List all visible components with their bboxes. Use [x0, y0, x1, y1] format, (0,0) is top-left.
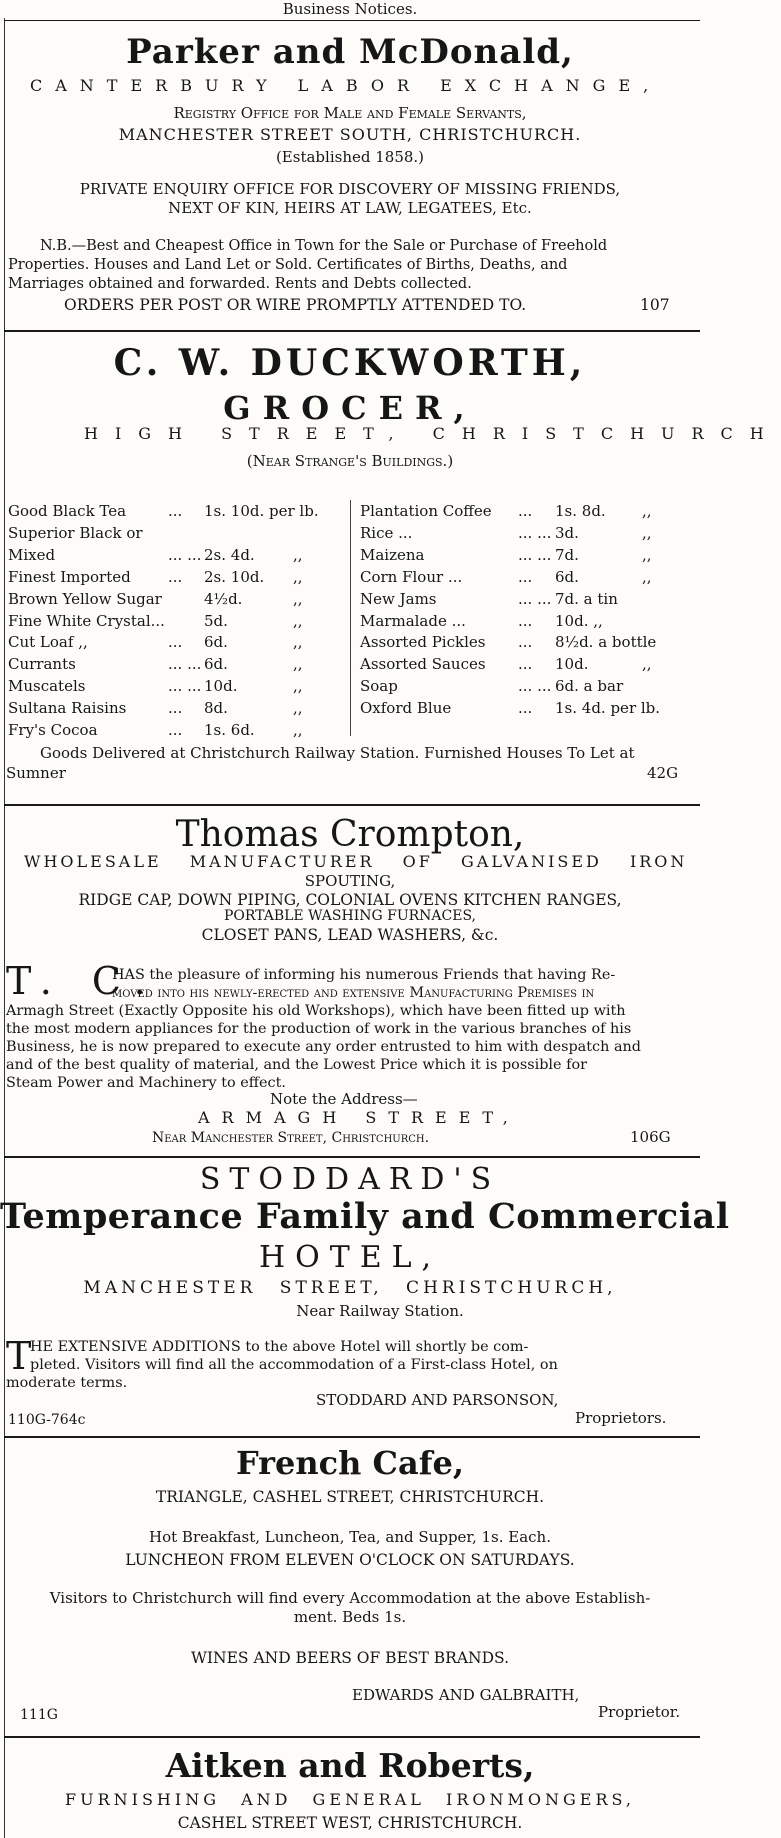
- price-unit: ,,: [642, 545, 652, 564]
- ad2-trade: GROCER,: [223, 389, 477, 427]
- ad4-title: Temperance Family and Commercial: [0, 1196, 730, 1237]
- price-price: 1s. 10d. per lb.: [204, 502, 319, 520]
- ad1-street: MANCHESTER STREET SOUTH, CHRISTCHURCH.: [118, 125, 582, 144]
- price-unit: ,,: [293, 721, 303, 739]
- price-price: 10d.: [204, 677, 238, 696]
- ad3-title: Thomas Crompton,: [175, 814, 525, 855]
- price-dots: ...: [168, 567, 183, 586]
- price-unit: ,,: [642, 523, 652, 542]
- ad5-title: French Cafe,: [236, 1444, 464, 1482]
- ad3-body-2: moved into his newly-erected and extensive Manufacturing Premises in: [112, 985, 595, 1001]
- header-rule: [4, 20, 700, 21]
- ad2-title: C. W. DUCKWORTH,: [113, 342, 587, 384]
- price-name: Muscatels: [8, 677, 86, 696]
- ad3-body-5: Business, he is now prepared to execute any order entrusted to him with despatch and: [6, 1039, 642, 1055]
- price-price: 4½d.: [204, 589, 243, 608]
- ad5-ref: 111G: [20, 1707, 58, 1723]
- ad4-ref: 110G-764c: [8, 1412, 86, 1428]
- price-name: Soap: [360, 677, 398, 696]
- price-dots: ...: [518, 611, 533, 630]
- price-name: Fine White Crystal...: [8, 611, 165, 630]
- price-dots: ...: [168, 633, 183, 652]
- price-name: Superior Black or: [8, 523, 143, 542]
- ad3-street: ARMAGH STREET,: [198, 1108, 520, 1127]
- ad2-footer-line1: Goods Delivered at Christchurch Railway Station. Furnished Houses To Let at: [40, 744, 635, 762]
- price-price: 6d.: [204, 655, 228, 674]
- price-dots: ... ...: [168, 655, 202, 674]
- ad-divider-3: [4, 1156, 700, 1158]
- ad2-address: HIGH STREET, CHRISTCHURCH: [84, 424, 781, 443]
- ad6-line2: CASHEL STREET WEST, CHRISTCHURCH.: [177, 1814, 523, 1832]
- ad4-body-3: moderate terms.: [6, 1375, 128, 1391]
- ad2-footer-line2: Sumner: [6, 764, 66, 782]
- price-price: 6d.: [555, 567, 579, 586]
- ad-divider-5: [4, 1736, 700, 1738]
- ad5-line1: Hot Breakfast, Luncheon, Tea, and Supper, 1s. Each.: [149, 1528, 551, 1546]
- price-unit: ,,: [293, 677, 303, 696]
- price-name: Assorted Sauces: [360, 655, 486, 674]
- price-price: 1s. 4d. per lb.: [555, 699, 661, 718]
- price-name: Oxford Blue: [360, 699, 452, 718]
- price-name: Currants: [8, 655, 76, 674]
- ad3-body-3: Armagh Street (Exactly Opposite his old Workshops), which have been fitted up with: [6, 1003, 626, 1019]
- ad5-line4: ment. Beds 1s.: [293, 1608, 407, 1626]
- price-unit: ,,: [293, 655, 303, 674]
- ad4-role: Proprietors.: [575, 1409, 667, 1427]
- ad4-name: STODDARD'S: [199, 1162, 501, 1197]
- ad1-registry: Registry Office for Male and Female Servants,: [173, 104, 527, 122]
- ad5-address: TRIANGLE, CASHEL STREET, CHRISTCHURCH.: [155, 1488, 545, 1506]
- price-name: Brown Yellow Sugar: [8, 589, 162, 608]
- price-name: Rice ...: [360, 523, 413, 542]
- price-unit: ,,: [293, 699, 303, 718]
- ad3-near: Near Manchester Street, Christchurch.: [152, 1130, 430, 1146]
- price-dots: ... ...: [518, 589, 552, 608]
- ad4-near: Near Railway Station.: [296, 1302, 464, 1320]
- price-name: New Jams: [360, 589, 437, 608]
- ad2-near: (Near Strange's Buildings.): [246, 452, 454, 470]
- ad3-body-6: and of the best quality of material, and the Lowest Price which it is possible for: [6, 1057, 587, 1073]
- ad5-role: Proprietor.: [598, 1703, 681, 1721]
- price-unit: ,,: [642, 502, 652, 520]
- price-dots: ...: [518, 567, 533, 586]
- price-price: 10d. ,,: [555, 611, 603, 630]
- price-name: Plantation Coffee: [360, 502, 492, 520]
- ad1-ref: 107: [640, 296, 670, 314]
- price-dots: ... ...: [518, 545, 552, 564]
- price-price: 6d. a bar: [555, 677, 624, 696]
- price-name: Marmalade ...: [360, 611, 466, 630]
- ad3-ref: 106G: [630, 1128, 671, 1146]
- ad4-hotel: HOTEL,: [258, 1240, 442, 1275]
- price-price: 1s. 8d.: [555, 502, 606, 520]
- ad1-nb-line2: Properties. Houses and Land Let or Sold. Certificates of Births, Deaths, and: [8, 257, 568, 273]
- price-price: 1s. 6d.: [204, 721, 255, 739]
- ad-divider-4: [4, 1436, 700, 1438]
- ad3-body-7: Steam Power and Machinery to effect.: [6, 1075, 286, 1091]
- price-price: 8d.: [204, 699, 228, 718]
- ad-divider-1: [4, 330, 700, 332]
- ad5-owners: EDWARDS AND GALBRAITH,: [352, 1686, 580, 1704]
- price-name: Assorted Pickles: [360, 633, 486, 652]
- ad3-body-1: HAS the pleasure of informing his numerous Friends that having Re-: [112, 967, 616, 983]
- price-dots: ...: [518, 655, 533, 674]
- price-dots: ...: [168, 699, 183, 718]
- price-unit: ,,: [293, 567, 303, 586]
- ad5-line5: WINES AND BEERS OF BEST BRANDS.: [190, 1649, 510, 1667]
- price-unit: ,,: [293, 611, 303, 630]
- ad1-established: (Established 1858.): [275, 148, 425, 166]
- price-dots: ... ...: [168, 677, 202, 696]
- ad4-body-1: HE EXTENSIVE ADDITIONS to the above Hotel will shortly be com-: [30, 1339, 529, 1355]
- price-dots: ... ...: [518, 523, 552, 542]
- price-name: Maizena: [360, 545, 425, 564]
- price-dots: ... ...: [168, 545, 202, 564]
- ad5-line2: LUNCHEON FROM ELEVEN O'CLOCK ON SATURDAYS.: [125, 1551, 575, 1569]
- price-unit: ,,: [293, 545, 303, 564]
- ad-divider-2: [4, 804, 700, 806]
- ad3-body-4: the most modern appliances for the production of work in the various branches of his: [6, 1021, 632, 1037]
- price-name: Sultana Raisins: [8, 699, 127, 718]
- ad1-title: Parker and McDonald,: [126, 32, 574, 72]
- ad4-owners: STODDARD AND PARSONSON,: [316, 1391, 559, 1409]
- ad3-line2: SPOUTING,: [304, 872, 396, 890]
- ad3-line1: WHOLESALE MANUFACTURER OF GALVANISED IRON: [24, 852, 688, 871]
- ad1-nb-line1: N.B.—Best and Cheapest Office in Town for the Sale or Purchase of Freehold: [40, 238, 608, 254]
- ad3-line4: PORTABLE WASHING FURNACES,: [223, 908, 477, 924]
- ad1-orders: ORDERS PER POST OR WIRE PROMPTLY ATTENDED TO.: [64, 296, 527, 314]
- price-name: Good Black Tea: [8, 502, 127, 520]
- ad4-address: MANCHESTER STREET, CHRISTCHURCH,: [83, 1278, 617, 1298]
- price-unit: ,,: [293, 633, 303, 652]
- price-unit: ,,: [642, 655, 652, 674]
- price-list-divider: [350, 500, 351, 736]
- ad4-dropcap: T: [6, 1334, 32, 1378]
- price-name: Corn Flour ...: [360, 567, 463, 586]
- price-dots: ...: [518, 502, 533, 520]
- price-name: Fry's Cocoa: [8, 721, 98, 739]
- price-unit: ,,: [293, 589, 303, 608]
- ad1-subtitle: CANTERBURY LABOR EXCHANGE,: [30, 76, 662, 95]
- ad1-enquiry-line2: NEXT OF KIN, HEIRS AT LAW, LEGATEES, Etc.: [168, 199, 532, 217]
- ad3-dropcap: T. C.: [6, 959, 160, 1003]
- price-price: 7d.: [555, 545, 579, 564]
- price-price: 3d.: [555, 523, 579, 542]
- ad1-enquiry-line1: PRIVATE ENQUIRY OFFICE FOR DISCOVERY OF MISSING FRIENDS,: [79, 180, 621, 198]
- price-dots: ...: [518, 633, 533, 652]
- price-dots: ... ...: [518, 677, 552, 696]
- ad2-ref: 42G: [647, 764, 679, 782]
- price-name: Finest Imported: [8, 567, 131, 586]
- ad3-note: Note the Address—: [270, 1090, 418, 1108]
- ad6-line1: FURNISHING AND GENERAL IRONMONGERS,: [65, 1790, 635, 1809]
- price-price: 7d. a tin: [555, 589, 618, 608]
- price-price: 2s. 10d.: [204, 567, 265, 586]
- price-dots: ...: [168, 721, 183, 739]
- ad6-title: Aitken and Roberts,: [165, 1746, 535, 1785]
- price-dots: ...: [168, 502, 183, 520]
- ad3-line3: RIDGE CAP, DOWN PIPING, COLONIAL OVENS KITCHEN RANGES,: [78, 891, 622, 909]
- ad4-body-2: pleted. Visitors will find all the accommodation of a First-class Hotel, on: [30, 1357, 558, 1373]
- price-unit: ,,: [642, 567, 652, 586]
- ad5-line3: Visitors to Christchurch will find every Accommodation at the above Establish-: [49, 1589, 651, 1607]
- page-header: Business Notices.: [282, 0, 418, 18]
- price-price: 6d.: [204, 633, 228, 652]
- price-price: 5d.: [204, 611, 228, 630]
- price-name: Mixed: [8, 545, 56, 564]
- price-name: Cut Loaf ,,: [8, 633, 88, 652]
- price-price: 10d.: [555, 655, 589, 674]
- price-price: 2s. 4d.: [204, 545, 255, 564]
- ad1-nb-line3: Marriages obtained and forwarded. Rents and Debts collected.: [8, 276, 472, 292]
- price-price: 8½d. a bottle: [555, 633, 657, 652]
- ad3-line5: CLOSET PANS, LEAD WASHERS, &c.: [201, 926, 499, 944]
- price-dots: ...: [518, 699, 533, 718]
